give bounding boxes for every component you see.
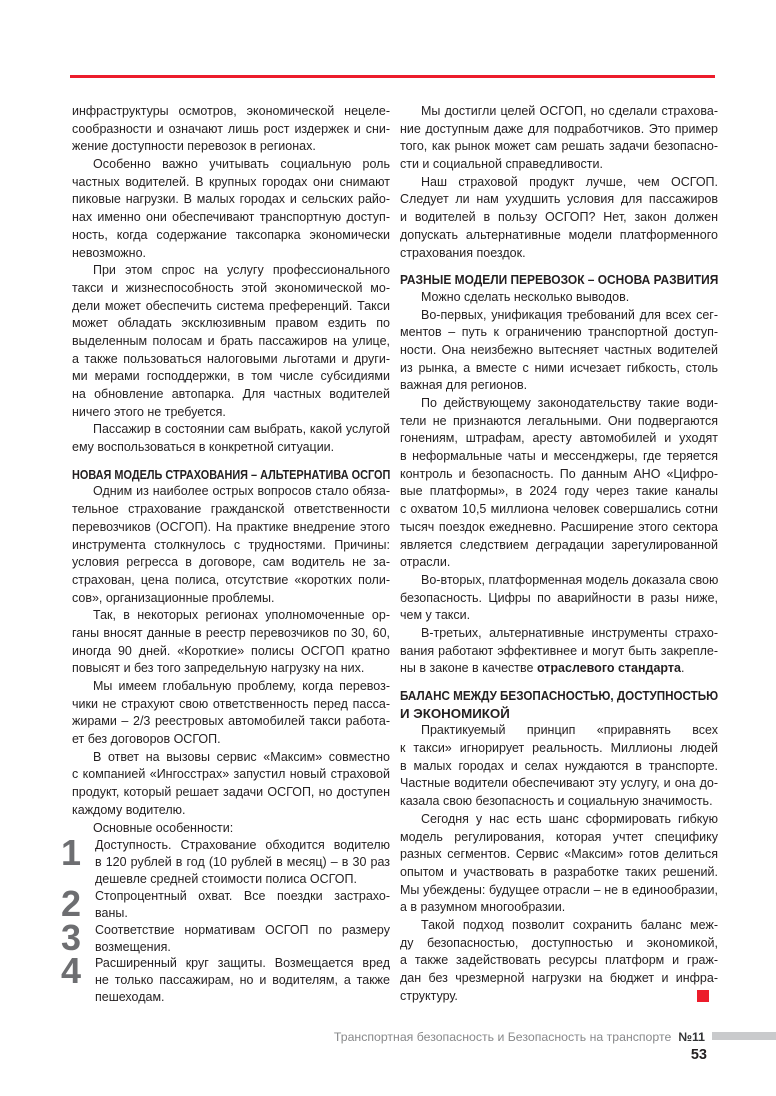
text-run: а также пользоваться налоговыми льготами и други- [72,351,390,366]
text-run: чики не страхуют свою ответственность перед пасса- [72,696,390,711]
text-line [72,315,390,333]
text-line [72,368,390,386]
text-run: гонениям, штрафам, аресту автомобилей и уходят [400,431,718,446]
text-run: модель регулирования, которая учтет специфику [400,829,718,844]
text-line [400,103,718,121]
text-line [400,899,718,917]
text-run: ет без договоров ОСГОП. [72,732,221,747]
text-run: в неформальные чаты и мессенджеры, где теряется [400,449,718,464]
bold-text: отраслевого стандарта [536,661,681,676]
text-line [72,386,390,404]
text-line [400,307,718,325]
text-line [400,395,718,413]
text-run: а также задействовать ресурсы платформ и граж- [400,953,718,968]
text-run: и водителей в пользу ОСГОП? Нет, закон должен [400,210,718,225]
text-run: Наш страховой продукт лучше, чем ОСГОП. [421,174,718,189]
text-run: Сегодня у нас есть шанс сформировать гибкую [421,811,718,826]
text-run: ничего этого не требуется. [72,404,226,419]
text-line [72,121,390,139]
paragraph [400,103,718,174]
text-line [400,793,718,811]
list-number: 4 [61,950,82,992]
text-run: Стопроцентный охват. Все поездки застрахо- [95,888,390,903]
text-run: Соответствие нормативам ОСГОП по размеру [95,922,390,937]
text-line [72,625,390,643]
text-run: такси и жизнеспособность этой экономической мо- [72,280,390,295]
text-line [95,972,390,989]
text-line [72,103,390,121]
text-run: Одним из наиболее острых вопросов стало обяза- [93,484,390,499]
text-line [72,351,390,369]
text-run: пешеходам. [95,990,165,1005]
text-line [400,156,718,174]
text-run: в малых городах и селах нуждаются в транспорте. [400,758,718,773]
text-run: вые платформы», в 2024 году через такие каналы [400,484,718,499]
heading-line: НОВАЯ МОДЕЛЬ СТРАХОВАНИЯ – АЛЬТЕРНАТИВА ОСГОП [72,466,391,482]
text-line [72,660,390,678]
text-run: допускать альтернативные модели платформенного [400,227,718,242]
text-run: с компанией «Ингосстрах» запустил новый страховой [72,767,390,782]
text-run: ности. Она неизбежно вытесняет частных водителей [400,342,718,357]
text-run: является следствием деградации зарегулированной [400,537,718,552]
numbered-feature-item [61,882,390,924]
text-run: Особенно важно учитывать социальную роль [93,157,390,172]
text-run: ментов – путь к ограничению транспортной доступ- [400,325,718,340]
text-line [95,854,390,871]
text-line [400,138,718,156]
text-line [95,939,390,956]
text-run: Пассажир в состоянии сам выбрать, какой услугой [93,422,390,437]
text-run: страхован, цена полиса, отсутствие «коротких поли- [72,572,390,587]
text-line [400,413,718,431]
text-run: Следует ли нам ухудшить условия для пассажиров [400,192,718,207]
text-run: не только пассажирам, но и водителям, а также [95,973,390,988]
text-run: может обладать эксклюзивным правом ездить по [72,316,390,331]
text-run: Мы имеем глобальную проблему, когда перевоз- [93,679,390,693]
text-line [400,917,718,935]
text-line [95,888,390,905]
section-heading [400,687,718,722]
text-run: Можно сделать несколько выводов. [421,289,630,304]
text-line [400,342,718,360]
text-run: Расширенный круг защиты. Возмещается вред [95,956,390,971]
text-run: ему воспользоваться в конкретной ситуации. [72,440,335,455]
paragraph [72,156,390,262]
text-line [72,519,390,537]
text-run: ваны. [95,905,128,920]
paragraph [72,607,390,678]
heading-line: И ЭКОНОМИКОЙ [400,705,510,721]
text-run: ганы вносят данные в реестр перевозчиков по 30, 60, [72,625,390,640]
text-line [95,871,390,888]
text-line [400,811,718,829]
text-line [400,227,718,245]
text-run: дан без чрезмерной нагрузки на бюджет и инфра- [400,971,718,985]
text-run: Практикуемый принцип «приравнять всех [421,723,718,738]
numbered-feature-item [61,832,390,888]
text-line [400,935,718,953]
text-line [72,678,390,696]
paragraph [400,174,718,262]
text-line [72,713,390,731]
text-run: инфраструктуры осмотров, экономической нецеле- [72,104,390,118]
text-run: тели не признаются легальными. Они подвергаются [400,413,718,428]
text-line [72,554,390,572]
article-column-right [400,103,718,1005]
text-run: продукт, который решает задачи ОСГОП, но доступен [72,785,390,800]
text-line [400,882,718,900]
text-line [72,501,390,519]
paragraph [400,307,718,395]
paragraph [72,262,390,421]
footer-gray-bar [712,1032,776,1040]
text-run: По действующему законодательству такие води- [421,396,718,410]
text-run: Основные особенности: [93,820,234,835]
text-run: структуру. [400,988,458,1003]
text-run: В-третьих, альтернативные инструменты страхо- [421,625,718,640]
text-run: дели может обеспечить система преференций. Такси [72,298,390,313]
footer-journal-line [334,1030,705,1044]
text-line [72,138,390,156]
text-line [95,837,390,854]
text-line [400,209,718,227]
paragraph [72,678,390,749]
text-run: чем у такси. [400,608,471,623]
text-run: Во-вторых, платформенная модель доказала свою [421,572,719,587]
text-run: Такой подход позволит сохранить баланс меж- [421,917,718,932]
text-run: невозможно. [72,245,146,260]
paragraph [400,625,718,678]
text-run: иногда 90 дней. «Короткие» полисы ОСГОП кратно [72,643,390,658]
text-run: безопасность. Цифры по аварийности в разы ниже, [400,590,718,605]
section-heading [72,466,390,484]
text-line [72,766,390,784]
text-line [95,922,390,939]
heading-line: БАЛАНС МЕЖДУ БЕЗОПАСНОСТЬЮ, ДОСТУПНОСТЬЮ [400,688,719,703]
text-line [72,802,390,820]
numbered-feature-list [61,832,390,1006]
text-run: к такси» игнорирует реальность. Миллионы людей [400,741,718,756]
text-line [72,749,390,767]
text-line [72,209,390,227]
text-run: на обновление автопарка. Для частных водителей [72,387,390,401]
text-run: тельное страхование гражданской ответственности [72,502,390,517]
text-line [72,696,390,714]
text-run: опытом и участвовать в разработке таких решений. [400,864,718,879]
end-of-article-marker [697,990,709,1002]
text-line [400,607,718,625]
text-run: ность, когда содержание таксопарка экономически [72,227,390,242]
text-line [400,430,718,448]
paragraph [72,820,390,838]
paragraph [72,483,390,607]
list-number: 3 [61,916,82,958]
text-line [72,227,390,245]
paragraph [400,572,718,625]
text-run: частных водителей. В крупных городах они снимают [72,174,390,189]
text-line [400,483,718,501]
text-run: тысяч поездок ежедневно. Расширение этого сектора [400,519,718,534]
text-line [72,333,390,351]
text-line [72,820,390,838]
text-run: Доступность. Страхование обходится водителю [95,838,390,853]
text-line [400,121,718,139]
text-line [400,722,718,740]
text-line [400,245,718,263]
text-line [72,537,390,555]
text-run: Мы убеждены: будущее отрасли – не в единообразии, [400,882,718,897]
text-line [400,191,718,209]
text-line [400,970,718,988]
text-run: а в разумном многообразии. [400,900,566,915]
text-run: ны в законе в качестве [400,661,537,676]
text-line [400,740,718,758]
numbered-feature-item [61,950,390,1006]
text-line [400,952,718,970]
text-run: ми мерами господдержки, в том числе субсидиями [72,369,390,384]
text-run: разных сегментов. Сервис «Максим» готов делиться [400,847,718,862]
text-line [72,483,390,501]
text-line [95,905,390,922]
text-line [400,537,718,555]
text-run: В ответ на вызовы сервис «Максим» совместно [93,749,390,764]
text-line [72,784,390,802]
text-run: важная для регионов. [400,378,528,393]
text-run: казала свою безопасность и социальную значимость. [400,794,713,809]
paragraph [72,749,390,820]
text-line [72,262,390,280]
text-line [400,289,718,307]
text-run: сов», организационные проблемы. [72,590,275,605]
text-run: страхования поездок. [400,245,526,260]
text-run: в 120 рублей в год (10 рублей в месяц) – в 30 раз [95,855,390,870]
text-line [400,590,718,608]
text-line [72,298,390,316]
text-line [400,864,718,882]
text-line [400,846,718,864]
text-line [72,607,390,625]
text-line [72,191,390,209]
text-line [400,775,718,793]
section-heading [400,271,718,289]
text-run: того, как рынок может сам решать задачи безопасно- [400,139,718,154]
text-run: При этом спрос на услугу профессионального [93,263,390,278]
text-run: . [680,661,685,676]
text-line [400,758,718,776]
text-run: дешевле средней стоимости полиса ОСГОП. [95,871,357,886]
text-line [72,280,390,298]
text-run: Так, в некоторых регионах уполномоченные ор- [93,608,390,623]
text-run: вания работают эффективнее и могут быть закрепле- [400,643,718,658]
text-line [72,245,390,263]
text-line [400,519,718,537]
text-run: жение доступности перевозок в регионах. [72,139,316,154]
text-line [400,660,718,678]
text-run: перевозчиков (ОСГОП). На практике внедрение этого [72,519,390,534]
text-run: выделенным полосам и брать пассажиров на улице, [72,333,390,348]
text-line [400,829,718,847]
text-line [400,466,718,484]
text-line [400,377,718,395]
text-run: повысят и без того запредельную нагрузку на них. [72,661,365,676]
text-line [72,572,390,590]
paragraph [72,421,390,456]
text-line [72,156,390,174]
article-column-left [61,103,391,1006]
text-run: контроль и безопасность. По данным АНО «Цифро- [400,466,718,481]
text-run: условия регресса в договоре, сам водитель не за- [72,555,390,570]
text-line [400,988,718,1006]
paragraph [400,722,718,810]
text-run: пиковые нагрузки. В малых городах и сельских райо- [72,192,390,207]
text-line [72,731,390,749]
heading-line: РАЗНЫЕ МОДЕЛИ ПЕРЕВОЗОК – ОСНОВА РАЗВИТИЯ [400,272,719,288]
text-line [72,439,390,457]
text-line [400,360,718,378]
text-run: каждому водителю. [72,802,186,817]
text-run: нах именно они обеспечивают транспортную доступ- [72,210,390,225]
text-line [95,955,390,972]
text-line [400,643,718,661]
text-line [72,643,390,661]
text-run: жирами – 2/3 реестровых автомобилей такси работа- [72,714,390,729]
list-number: 1 [61,832,82,874]
text-line [95,989,390,1006]
text-line [400,625,718,643]
list-number: 2 [61,882,82,924]
text-line [72,404,390,422]
text-run: из рынка, а вместе с ними исчезает гибкость, столь [400,360,718,375]
footer-issue-number: №11 [678,1030,705,1044]
text-line [72,174,390,192]
paragraph [400,811,718,917]
text-line [72,590,390,608]
text-run: Частные водители обеспечивают эту услугу, и она до- [400,776,718,791]
text-run: инструмента столкнулось с трудностями. Причины: [72,537,390,552]
text-line [400,448,718,466]
text-line [72,421,390,439]
paragraph [400,395,718,572]
top-red-rule [70,75,715,78]
numbered-feature-item [61,916,390,958]
text-line [400,174,718,192]
paragraph [400,289,718,307]
page-number: 53 [690,1047,707,1063]
paragraph [72,103,390,156]
text-run: ние доступным даже для подработчиков. Это пример [400,121,718,136]
text-run: Во-первых, унификация требований для всех сег- [421,307,718,322]
text-run: сообразности и означают лишь рост издержек и сни- [72,121,390,136]
text-run: отрасли. [400,555,451,570]
text-line [400,572,718,590]
paragraph [400,917,718,1005]
text-line [400,501,718,519]
text-line [400,554,718,572]
text-run: Мы достигли целей ОСГОП, но сделали страхова- [421,104,718,118]
text-run: возмещения. [95,939,171,954]
text-line [400,324,718,342]
footer-journal-title: Транспортная безопасность и Безопасность на транспорте [333,1030,672,1044]
text-run: с охватом 10,5 миллиона человек совершались сотни [400,502,718,517]
text-run: сти и социальной справедливости. [400,157,603,172]
text-run: ду безопасностью, доступностью и экономикой, [400,935,718,950]
